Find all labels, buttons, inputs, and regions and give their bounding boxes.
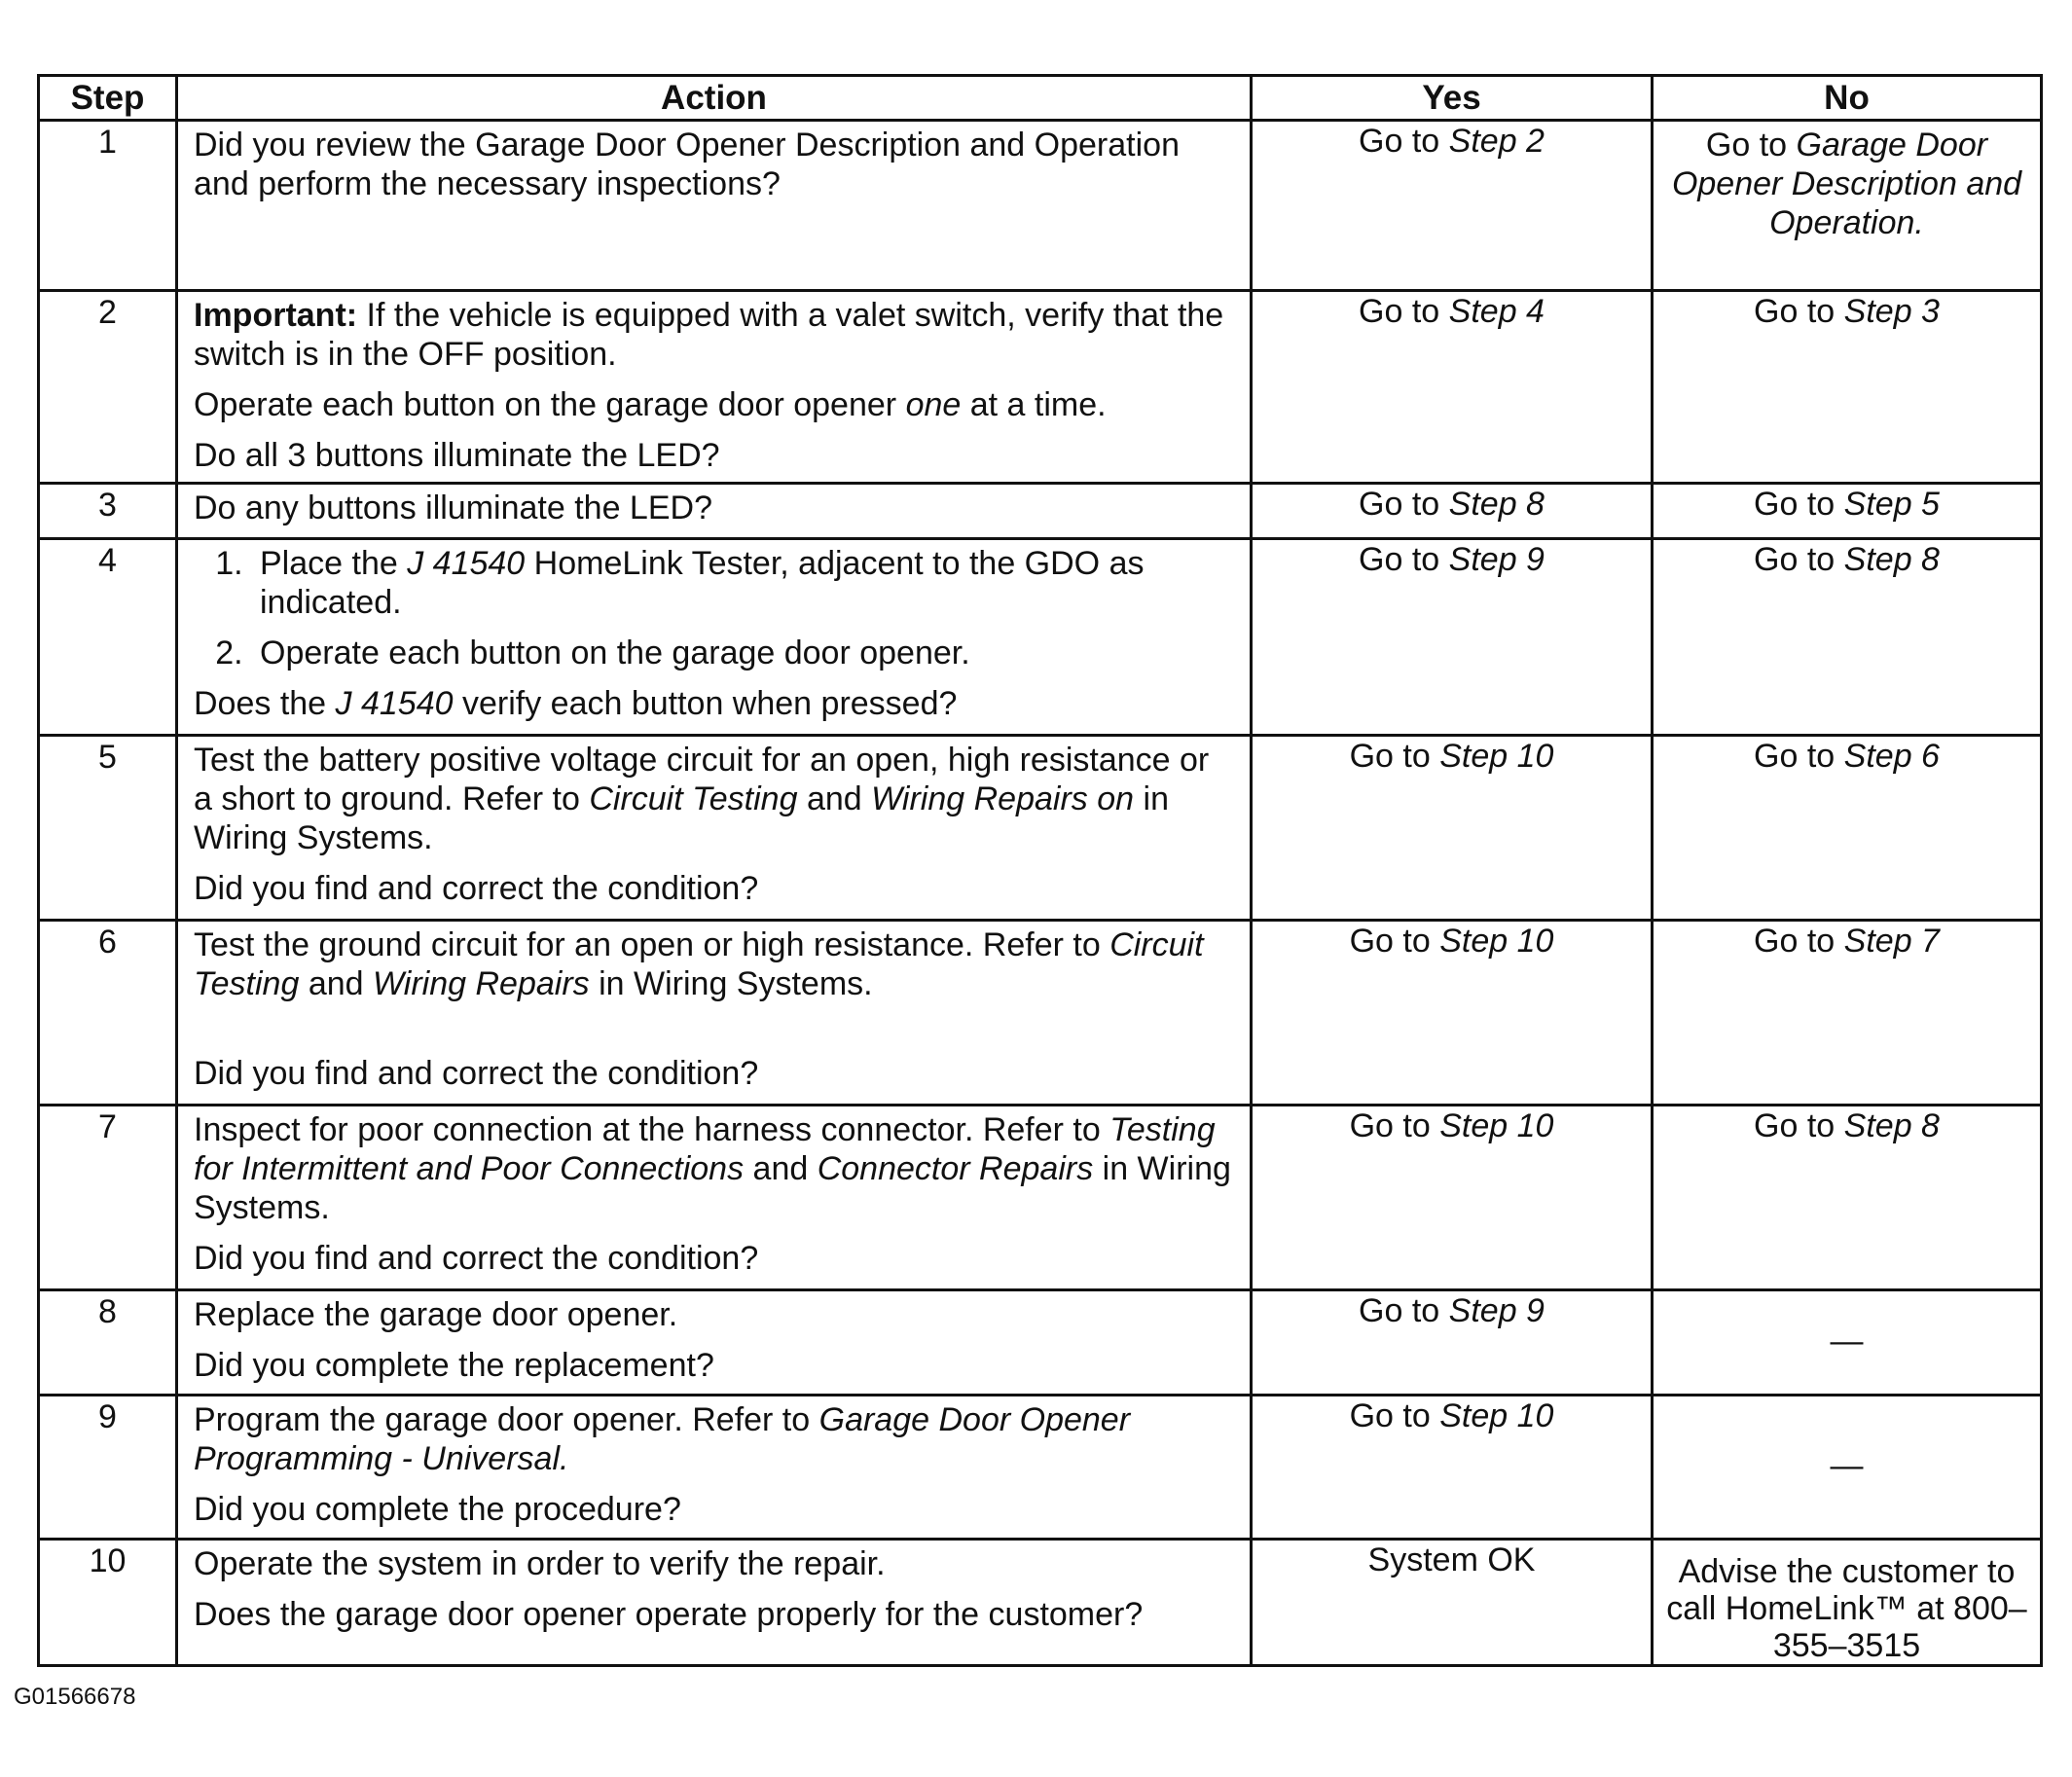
go-to-label: Go to <box>1349 1397 1431 1434</box>
action-question: Did you find and correct the condition? <box>194 1055 759 1092</box>
no-cell <box>1653 736 2042 921</box>
procedure-item: 2. Operate each button on the garage door opener. <box>252 634 1234 672</box>
table-row <box>39 921 2042 1106</box>
go-to-label: Go to <box>1349 738 1431 775</box>
not-applicable-dash: — <box>1830 1322 1864 1360</box>
question-text: verify each button when pressed? <box>453 685 958 722</box>
action-question <box>194 684 1234 723</box>
step-reference: Step 3 <box>1843 293 1940 330</box>
action-question: Did you complete the procedure? <box>194 1491 681 1528</box>
document-reference: Wiring Repairs on <box>871 780 1135 817</box>
document-reference: Garage Door Opener Programming - Universal. <box>194 1401 1131 1477</box>
yes-cell <box>1252 539 1653 736</box>
step-number: 5 <box>39 736 177 921</box>
no-cell <box>1653 539 2042 736</box>
go-to-label: Go to <box>1705 127 1788 163</box>
yes-cell <box>1252 921 1653 1106</box>
step-number: 3 <box>39 484 177 539</box>
step-number: 7 <box>39 1106 177 1290</box>
document-reference: Wiring Repairs <box>373 965 590 1002</box>
action-text-part: Program the garage door opener. Refer to <box>194 1401 819 1438</box>
step-reference: Step 9 <box>1448 1292 1545 1329</box>
table-row <box>39 1106 2042 1290</box>
table-row <box>39 539 2042 736</box>
table-row <box>39 1540 2042 1666</box>
action-cell <box>177 1290 1252 1396</box>
header-step: Step <box>39 76 177 121</box>
step-reference: Step 5 <box>1843 486 1940 523</box>
header-action: Action <box>177 76 1252 121</box>
action-text-part: in Wiring Systems. <box>194 780 1169 856</box>
question-text: Does the <box>194 685 336 722</box>
step-reference: Step 4 <box>1448 293 1545 330</box>
action-text <box>194 385 1234 424</box>
step-number: 1 <box>39 121 177 291</box>
table-row <box>39 484 2042 539</box>
no-cell <box>1653 1106 2042 1290</box>
diagnostic-table <box>37 74 2043 1667</box>
table-row <box>39 1290 2042 1396</box>
go-to-label: Go to <box>1754 541 1836 578</box>
important-note <box>194 296 1234 374</box>
go-to-label: Go to <box>1359 123 1440 160</box>
action-question: Do any buttons illuminate the LED? <box>194 490 712 526</box>
step-reference: Step 10 <box>1439 1397 1554 1434</box>
go-to-label: Go to <box>1359 541 1440 578</box>
table-row <box>39 1396 2042 1540</box>
yes-cell <box>1252 291 1653 484</box>
header-no: No <box>1653 76 2042 121</box>
action-cell <box>177 484 1252 539</box>
figure-id: G01566678 <box>14 1684 136 1710</box>
action-text <box>194 1110 1234 1227</box>
yes-cell <box>1252 1396 1653 1540</box>
action-text-part: Inspect for poor connection at the harness connector. Refer to <box>194 1111 1110 1148</box>
action-text: Did you review the Garage Door Opener Description and Operation and perform the necessary inspections? <box>194 127 1180 202</box>
yes-cell <box>1252 1106 1653 1290</box>
action-question: Did you find and correct the condition? <box>194 1240 759 1277</box>
important-label: Important: <box>194 297 358 334</box>
go-to-label: Go to <box>1754 293 1836 330</box>
go-to-label: Go to <box>1754 923 1836 960</box>
document-reference: Circuit Testing <box>194 926 1204 1002</box>
action-question: Did you find and correct the condition? <box>194 870 759 907</box>
no-cell <box>1653 921 2042 1106</box>
document-reference: Garage Door Opener Description and Operation. <box>1671 127 2022 241</box>
action-question: Do all 3 buttons illuminate the LED? <box>194 437 720 474</box>
step-number: 8 <box>39 1290 177 1396</box>
table-row <box>39 291 2042 484</box>
not-applicable-dash: — <box>1830 1446 1864 1484</box>
action-text: Replace the garage door opener. <box>194 1296 678 1333</box>
advisory-text: Advise the customer to call HomeLink™ at 800–355–3515 <box>1666 1553 2027 1664</box>
header-yes: Yes <box>1252 76 1653 121</box>
go-to-label: Go to <box>1359 293 1440 330</box>
step-reference: Step 10 <box>1439 738 1554 775</box>
action-question: Did you complete the replacement? <box>194 1347 714 1384</box>
step-number: 6 <box>39 921 177 1106</box>
no-cell <box>1653 121 2042 291</box>
step-reference: Step 7 <box>1843 923 1940 960</box>
action-text-part: in Wiring Systems. <box>194 1150 1231 1226</box>
go-to-label: Go to <box>1754 1107 1836 1144</box>
document-reference: Testing for Intermittent and Poor Connections <box>194 1111 1216 1187</box>
action-text-part: Test the battery positive voltage circuit for an open, high resistance or a short to ground. Refer to <box>194 742 1210 817</box>
step-reference: Step 8 <box>1448 486 1545 523</box>
no-cell <box>1653 1540 2042 1666</box>
table-row <box>39 121 2042 291</box>
action-text-emphasis: one <box>905 386 962 423</box>
action-text-part: Test the ground circuit for an open or high resistance. Refer to <box>194 926 1110 963</box>
important-text: If the vehicle is equipped with a valet switch, verify that the switch is in the OFF position. <box>194 297 1224 373</box>
step-reference: Step 10 <box>1439 923 1554 960</box>
go-to-label: Go to <box>1754 738 1836 775</box>
action-text-part: at a time. <box>961 386 1107 423</box>
yes-cell <box>1252 736 1653 921</box>
yes-cell <box>1252 1290 1653 1396</box>
yes-cell <box>1252 121 1653 291</box>
document-reference: Connector Repairs <box>817 1150 1094 1187</box>
step-reference: Step 2 <box>1448 123 1545 160</box>
no-cell <box>1653 1396 2042 1540</box>
no-cell <box>1653 1290 2042 1396</box>
step-reference: Step 8 <box>1843 541 1940 578</box>
action-cell <box>177 921 1252 1106</box>
action-cell <box>177 291 1252 484</box>
action-text-part: Operate each button on the garage door opener <box>194 386 906 423</box>
action-text-part: and <box>299 965 373 1002</box>
action-text-part: in Wiring Systems. <box>589 965 873 1002</box>
action-cell <box>177 1106 1252 1290</box>
no-cell <box>1653 484 2042 539</box>
action-cell <box>177 539 1252 736</box>
go-to-label: Go to <box>1359 486 1440 523</box>
procedure-text: Place the <box>260 545 408 582</box>
action-question: Does the garage door opener operate properly for the customer? <box>194 1596 1144 1633</box>
procedure-list <box>194 544 1234 672</box>
go-to-label: Go to <box>1349 923 1431 960</box>
action-text <box>194 1400 1234 1478</box>
result-text: System OK <box>1367 1541 1536 1578</box>
go-to-label: Go to <box>1359 1292 1440 1329</box>
action-text-part: and <box>797 780 872 817</box>
action-cell <box>177 1396 1252 1540</box>
step-number: 10 <box>39 1540 177 1666</box>
action-cell <box>177 1540 1252 1666</box>
go-to-label: Go to <box>1349 1107 1431 1144</box>
action-text <box>194 741 1234 857</box>
header-row <box>39 76 2042 121</box>
step-reference: Step 10 <box>1439 1107 1554 1144</box>
action-text <box>194 925 1234 1003</box>
tool-reference: J 41540 <box>407 545 526 582</box>
step-number: 2 <box>39 291 177 484</box>
no-cell <box>1653 291 2042 484</box>
tool-reference: J 41540 <box>335 685 454 722</box>
step-reference: Step 6 <box>1843 738 1940 775</box>
go-to-label: Go to <box>1754 486 1836 523</box>
step-number: 4 <box>39 539 177 736</box>
step-reference: Step 9 <box>1448 541 1545 578</box>
action-text: Operate the system in order to verify the repair. <box>194 1545 886 1582</box>
procedure-item <box>252 544 1234 622</box>
table-row <box>39 736 2042 921</box>
procedure-text: HomeLink Tester, adjacent to the GDO as indicated. <box>260 545 1145 621</box>
step-number: 9 <box>39 1396 177 1540</box>
action-text-part: and <box>744 1150 818 1187</box>
step-reference: Step 8 <box>1843 1107 1940 1144</box>
yes-cell <box>1252 484 1653 539</box>
document-reference: Circuit Testing <box>589 780 798 817</box>
yes-cell <box>1252 1540 1653 1666</box>
action-cell <box>177 736 1252 921</box>
action-cell <box>177 121 1252 291</box>
